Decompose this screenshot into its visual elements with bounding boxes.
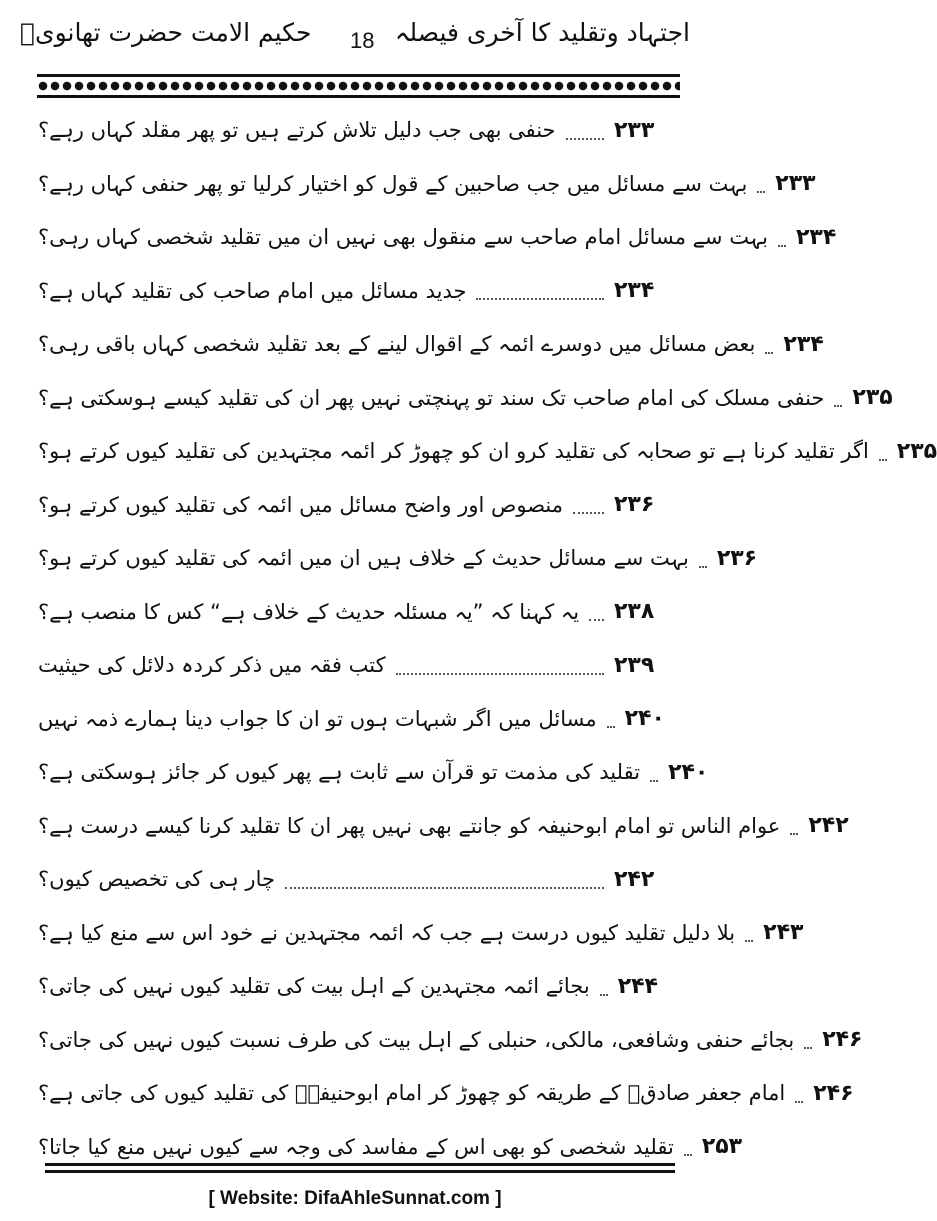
toc-entry[interactable]: [38, 750, 709, 794]
toc-entry-title: تقلید شخصی کو بھی اس کے مفاسد کی وجہ سے کیوں نہیں منع کیا جاتا؟: [38, 1134, 674, 1159]
toc-dot-leader: [396, 672, 604, 675]
toc-entry[interactable]: [38, 269, 686, 313]
toc-dot-leader: [684, 1153, 692, 1156]
toc-entry-title: بہت سے مسائل امام صاحب سے منقول بھی نہیں ان میں تقلید شخصی کہاں رہی؟: [38, 225, 768, 249]
toc-entry-page: ۲۴۶: [813, 1080, 854, 1106]
toc-entry-page: ۲۴۳: [763, 920, 804, 945]
divider-line-top: [37, 74, 680, 77]
toc-entry-title: بعض مسائل میں دوسرے ائمہ کے اقوال لینے کے بعد تقلید شخصی کہاں باقی رہی؟: [38, 332, 756, 356]
toc-entry-title: یہ کہنا کہ ”یہ مسئلہ حدیث کے خلاف ہے“ کس کا منصب ہے؟: [38, 599, 580, 624]
toc-dot-leader: [699, 565, 707, 568]
toc-entry-page: ۲۳۵: [852, 385, 893, 410]
table-of-contents: [38, 108, 937, 1178]
toc-entry-page: ۲۳۶: [716, 545, 758, 571]
toc-entry-title: منصوص اور واضح مسائل میں ائمہ کی تقلید کیوں کرتے ہو؟: [38, 492, 564, 517]
toc-entry-title: حنفی مسلک کی امام صاحب تک سند تو پہنچتی نہیں پھر ان کی تقلید کیسے ہوسکتی ہے؟: [38, 385, 825, 410]
toc-entry-page: ۲۴۲: [614, 866, 655, 892]
footer-rule-top: [45, 1163, 675, 1166]
toc-dot-leader: [573, 511, 604, 514]
toc-entry-title: بجائے حنفی وشافعی، مالکی، حنبلی کے اہل بیت کی طرف نسبت کیوں نہیں کی جاتی؟: [38, 1027, 795, 1052]
toc-dot-leader: [589, 618, 604, 621]
toc-dot-leader: [765, 351, 773, 354]
toc-dot-leader: [757, 190, 765, 193]
toc-entry-title: جدید مسائل میں امام صاحب کی تقلید کہاں ہے؟: [38, 278, 467, 303]
toc-dot-leader: [607, 725, 615, 728]
toc-entry-page: ۲۳۸: [614, 599, 655, 624]
toc-dot-leader: [795, 1100, 803, 1103]
page-header: [20, 14, 690, 64]
toc-entry[interactable]: [38, 108, 686, 152]
toc-entry-page: ۲۳۴: [614, 278, 655, 303]
toc-entry[interactable]: [38, 643, 686, 687]
toc-entry-title: کتب فقہ میں ذکر کردہ دلائل کی حیثیت: [38, 653, 386, 677]
toc-entry[interactable]: [38, 964, 686, 1008]
toc-entry-title: امام جعفر صادقؒ کے طریقہ کو چھوڑ کر امام ابوحنیفہؒ کی تقلید کیوں کی جاتی ہے؟: [38, 1081, 786, 1105]
toc-entry-page: ۲۳۳: [775, 171, 816, 196]
toc-dot-leader: [566, 137, 604, 140]
toc-entry[interactable]: [38, 536, 758, 580]
page-number: 18: [350, 28, 375, 53]
website-footer: [ Website: DifaAhleSunnat.com ]: [208, 1188, 502, 1209]
toc-entry-page: ۲۴۶: [822, 1027, 863, 1052]
toc-entry[interactable]: [38, 697, 686, 741]
toc-dot-leader: [778, 244, 786, 247]
toc-entry[interactable]: [38, 215, 837, 259]
toc-entry-title: چار ہی کی تخصیص کیوں؟: [38, 867, 275, 891]
toc-entry[interactable]: [38, 1071, 854, 1115]
toc-entry-page: ۲۴۴: [617, 973, 658, 999]
toc-entry-page: ۲۳۶: [614, 492, 655, 517]
divider-line-bottom: [37, 95, 680, 98]
book-title: اجتہاد وتقلید کا آخری فیصلہ: [394, 18, 690, 47]
toc-entry-title: حنفی بھی جب دلیل تلاش کرتے ہیں تو پھر مقلد کہاں رہے؟: [38, 118, 556, 142]
toc-entry[interactable]: [38, 483, 686, 527]
toc-dot-leader: [834, 404, 842, 407]
toc-dot-leader: [745, 939, 753, 942]
toc-entry-page: ۲۳۹: [614, 652, 655, 678]
toc-entry-title: بجائے ائمہ مجتہدین کے اہل بیت کی تقلید کیوں نہیں کی جاتی؟: [38, 974, 590, 998]
toc-entry-page: ۲۴۰: [668, 759, 709, 785]
toc-entry-title: اگر تقلید کرنا ہے تو صحابہ کی تقلید کرو ان کو چھوڑ کر ائمہ مجتہدین کی تقلید کیوں کرتے ہو؟: [38, 439, 869, 463]
toc-entry-page: ۲۳۴: [795, 224, 837, 250]
toc-entry[interactable]: [38, 162, 816, 206]
toc-entry-page: ۲۴۲: [808, 813, 849, 838]
header-divider: [37, 74, 680, 98]
toc-entry-title: بہت سے مسائل میں جب صاحبین کے قول کو اختیار کرلیا تو پھر حنفی کہاں رہے؟: [38, 171, 748, 196]
toc-dot-leader: [476, 297, 604, 300]
toc-entry[interactable]: [38, 857, 686, 901]
toc-dot-leader: [285, 886, 604, 889]
toc-entry[interactable]: [38, 376, 893, 420]
author-name: حکیم الامت حضرت تھانویؒ: [20, 18, 312, 47]
toc-entry-title: مسائل میں اگر شبہات ہوں تو ان کا جواب دینا ہمارے ذمہ نہیں: [38, 706, 597, 731]
toc-entry[interactable]: [38, 429, 937, 473]
toc-entry[interactable]: [38, 1125, 743, 1169]
toc-entry-page: ۲۳۳: [614, 117, 655, 143]
toc-entry-title: عوام الناس تو امام ابوحنیفہ کو جانتے بھی نہیں پھر ان کا تقلید کرنا کیسے درست ہے؟: [38, 813, 781, 838]
toc-dot-leader: [804, 1046, 812, 1049]
toc-dot-leader: [650, 779, 658, 782]
toc-entry[interactable]: [38, 590, 686, 634]
toc-entry[interactable]: [38, 322, 824, 366]
toc-dot-leader: [790, 832, 798, 835]
toc-entry-page: ۲۳۵: [896, 438, 937, 464]
toc-entry[interactable]: [38, 804, 849, 848]
toc-entry-page: ۲۳۴: [783, 331, 824, 357]
toc-dot-leader: [879, 458, 887, 461]
toc-entry-page: ۲۵۳: [701, 1134, 743, 1159]
toc-entry-title: تقلید کی مذمت تو قرآن سے ثابت ہے پھر کیوں کر جائز ہوسکتی ہے؟: [38, 760, 641, 784]
divider-dots: [37, 80, 680, 92]
toc-dot-leader: [600, 993, 608, 996]
toc-entry[interactable]: [38, 911, 804, 955]
toc-entry-title: بلا دلیل تقلید کیوں درست ہے جب کہ ائمہ مجتہدین نے خود اس سے منع کیا ہے؟: [38, 920, 736, 945]
toc-entry-page: ۲۴۰: [624, 706, 665, 731]
toc-entry-title: بہت سے مسائل حدیث کے خلاف ہیں ان میں ائمہ کی تقلید کیوں کرتے ہو؟: [38, 546, 689, 570]
toc-entry[interactable]: [38, 1018, 863, 1062]
footer-rule-bottom: [45, 1170, 675, 1173]
